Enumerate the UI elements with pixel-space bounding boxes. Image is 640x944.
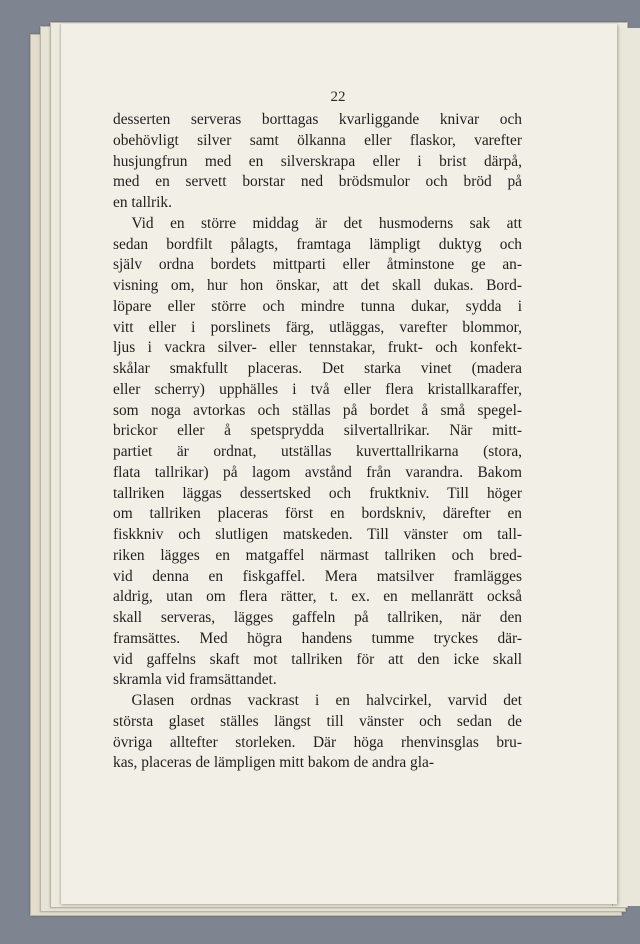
text-line: eller scherry) upphälles i två eller flera kristallkaraffer,	[113, 380, 522, 398]
text-line: aldrig, utan om flera rätter, t. ex. en mellanrätt också	[113, 588, 522, 606]
text-line: löpare eller större och mindre tunna dukar, sydda i	[113, 297, 522, 315]
text-line: största glaset ställes längst till vänster och sedan de	[113, 712, 522, 730]
paragraph	[113, 691, 522, 774]
text-line: Glasen ordnas vackrast i en halvcirkel, varvid det	[131, 692, 522, 709]
text-line: skålar smakfullt placeras. Det starka vinet (madera	[113, 360, 522, 377]
text-line: skramla vid framsättandet.	[113, 671, 277, 689]
text-line: obehövligt silver samt ölkanna eller flaskor, varefter	[113, 131, 522, 149]
text-line: visning om, hur hon önskar, att det skall dukas. Bord-	[113, 277, 522, 294]
text-line: brickor eller å spetsprydda silvertallrikar. När mitt-	[113, 422, 522, 440]
text-line: vitt eller i porslinets färg, utläggas, varefter blommor,	[113, 318, 522, 336]
text-line: framsättes. Med högra handens tumme tryckes där-	[113, 629, 522, 647]
text-line: övriga alltefter storleken. Där höga rhenvinsglas bru-	[113, 733, 522, 751]
text-line: riken lägges en matgaffel närmast tallriken och bred-	[113, 546, 522, 564]
text-line: partiet är ordnat, utställas kuverttallrikarna (stora,	[113, 443, 522, 460]
text-line: kas, placeras de lämpligen mitt bakom de andra gla-	[113, 754, 434, 772]
body-text	[113, 110, 522, 774]
text-line: fiskkniv och slutligen matskeden. Till vänster om tall-	[113, 526, 522, 543]
text-line: tallriken läggas dessertsked och fruktkniv. Till höger	[113, 484, 522, 502]
text-line: en tallrik.	[113, 194, 172, 211]
text-line: om tallriken placeras först en bordskniv, därefter en	[113, 505, 522, 523]
page-number: 22	[330, 89, 346, 105]
text-line: skall serveras, lägges gaffeln på tallriken, när den	[113, 609, 522, 626]
text-line: husjungfrun med en silverskrapa eller i brist därpå,	[113, 152, 522, 170]
text-line: flata tallrikar) på lagom avstånd från varandra. Bakom	[113, 463, 522, 481]
text-line: som noga avtorkas och ställas på bordet å små spegel-	[113, 401, 522, 419]
text-line: desserten serveras borttagas kvarliggande knivar och	[113, 111, 522, 128]
text-line: vid gaffelns skaft mot tallriken för att den icke skall	[113, 650, 522, 668]
text-line: ljus i vackra silver- eller tennstakar, frukt- och konfekt-	[113, 339, 522, 357]
text-line: med en servett borstar ned brödsmulor och bröd på	[113, 173, 522, 191]
paragraph	[113, 110, 522, 214]
text-line: vid denna en fiskgaffel. Mera matsilver framlägges	[113, 567, 522, 585]
paragraph	[113, 214, 522, 691]
text-line: själv ordna bordets mittparti eller åtminstone ge an-	[113, 256, 522, 274]
text-line: Vid en större middag är det husmoderns sak att	[131, 214, 522, 232]
text-line: sedan bordfilt pålagts, framtaga lämpligt duktyg och	[113, 235, 522, 253]
